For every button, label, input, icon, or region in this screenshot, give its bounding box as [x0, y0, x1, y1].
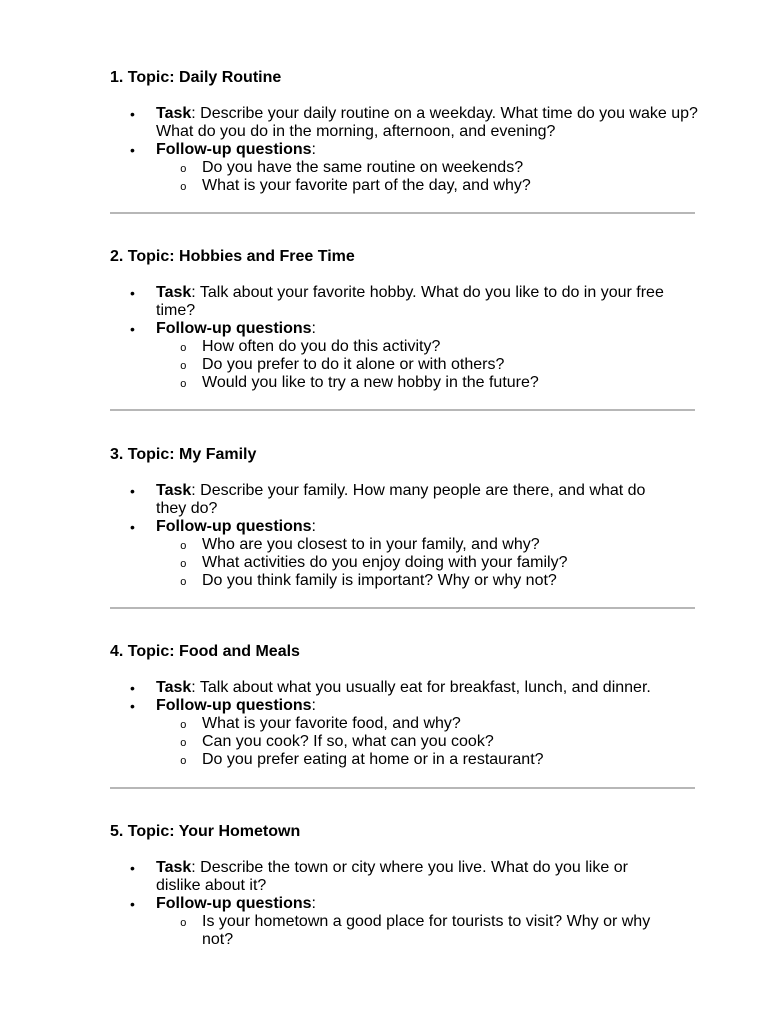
- topic-section-4: [110, 643, 700, 768]
- follow-up-label: Follow-up questions: [156, 518, 312, 535]
- topic-section-3: [110, 446, 700, 589]
- follow-up-label: Follow-up questions: [156, 320, 312, 337]
- follow-up-colon: :: [311, 518, 316, 535]
- task-text: : Talk about your favorite hobby. What do you like to do in your free time?: [156, 284, 664, 319]
- topic-section-1: [110, 69, 700, 194]
- task-item: [110, 679, 700, 697]
- follow-up-item: [110, 320, 700, 392]
- question-list: [156, 536, 700, 590]
- task-item: [110, 105, 700, 141]
- task-label: Task: [156, 284, 192, 301]
- question-item: o Would you like to try a new hobby in the future?: [156, 374, 700, 392]
- task-label: Task: [156, 482, 192, 499]
- follow-up-colon: :: [311, 320, 316, 337]
- question-item: o Do you prefer to do it alone or with others?: [156, 356, 700, 374]
- question-list: [156, 715, 700, 769]
- follow-up-item: [110, 895, 700, 949]
- question-list: [156, 338, 700, 392]
- question-item: o What is your favorite food, and why?: [156, 715, 700, 733]
- question-item: o How often do you do this activity?: [156, 338, 700, 356]
- question-list: [156, 159, 700, 195]
- task-item: [110, 482, 680, 518]
- task-text: : Describe the town or city where you live. What do you like or dislike about it?: [156, 859, 628, 894]
- follow-up-colon: :: [311, 697, 316, 714]
- question-item: o Can you cook? If so, what can you cook?: [156, 733, 700, 751]
- follow-up-item: [110, 141, 700, 195]
- follow-up-item: [110, 518, 700, 590]
- task-text: : Talk about what you usually eat for breakfast, lunch, and dinner.: [191, 679, 651, 696]
- task-label: Task: [156, 679, 192, 696]
- question-item: o Is your hometown a good place for tourists to visit? Why or why not?: [156, 913, 676, 949]
- task-text: : Describe your daily routine on a weekday. What time do you wake up? What do you do in the morning, afternoon, and evening?: [156, 105, 698, 140]
- task-item: [110, 859, 666, 895]
- section-divider: [110, 787, 695, 789]
- task-list: [110, 105, 700, 195]
- section-divider: [110, 212, 695, 214]
- follow-up-item: [110, 697, 700, 769]
- task-label: Task: [156, 859, 192, 876]
- follow-up-colon: :: [311, 141, 316, 158]
- follow-up-label: Follow-up questions: [156, 895, 312, 912]
- topic-section-5: [110, 823, 700, 948]
- topic-heading: 3. Topic: My Family: [110, 446, 257, 463]
- question-item: o Do you have the same routine on weekends?: [156, 159, 700, 177]
- task-label: Task: [156, 105, 192, 122]
- follow-up-label: Follow-up questions: [156, 697, 312, 714]
- question-item: o Who are you closest to in your family, and why?: [156, 536, 700, 554]
- topic-heading: 1. Topic: Daily Routine: [110, 69, 282, 86]
- question-list: [156, 913, 676, 949]
- task-list: [110, 679, 700, 769]
- task-list: [110, 482, 700, 590]
- topic-heading: 4. Topic: Food and Meals: [110, 643, 300, 660]
- task-item: [110, 284, 700, 320]
- topic-heading: 2. Topic: Hobbies and Free Time: [110, 248, 355, 265]
- question-item: o What activities do you enjoy doing with your family?: [156, 554, 700, 572]
- question-item: o What is your favorite part of the day, and why?: [156, 177, 700, 195]
- question-item: o Do you think family is important? Why or why not?: [156, 572, 700, 590]
- task-list: [110, 284, 700, 392]
- task-list: [110, 859, 700, 949]
- question-item: o Do you prefer eating at home or in a restaurant?: [156, 751, 700, 769]
- task-text: : Describe your family. How many people are there, and what do they do?: [156, 482, 646, 517]
- follow-up-label: Follow-up questions: [156, 141, 312, 158]
- topic-heading: 5. Topic: Your Hometown: [110, 823, 301, 840]
- section-divider: [110, 409, 695, 411]
- section-divider: [110, 607, 695, 609]
- topic-section-2: [110, 248, 700, 391]
- follow-up-colon: :: [311, 895, 316, 912]
